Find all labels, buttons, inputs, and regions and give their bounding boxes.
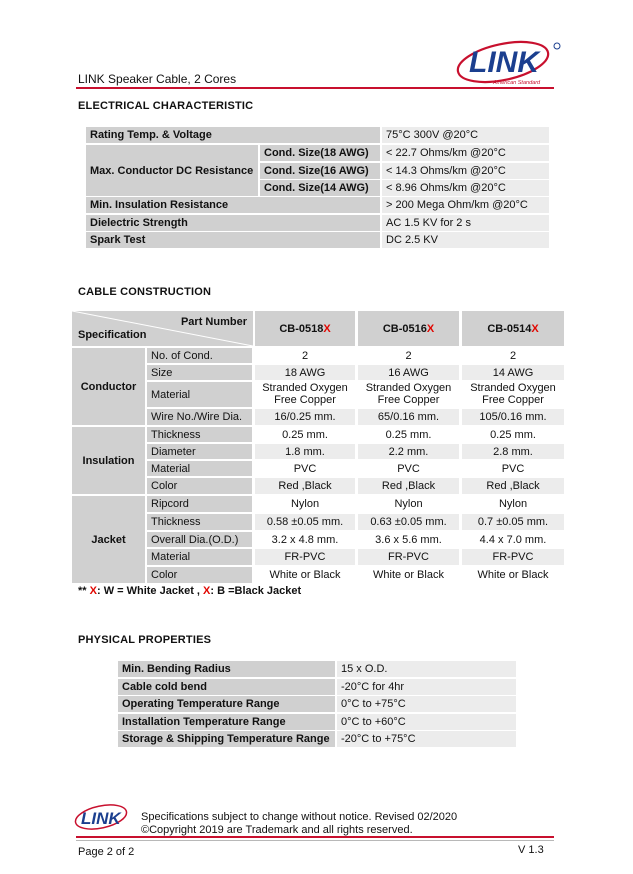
row-label-material: Material [147,461,252,476]
table-cell: Nylon [394,498,423,510]
bending-radius-value: 15 x O.D. [337,661,516,677]
table-cell: 0.7 ±0.05 mm. [462,514,564,530]
insulation-group-label: Insulation [72,427,145,494]
table-cell: Stranded Oxygen Free Copper [262,382,348,406]
electrical-heading: ELECTRICAL CHARACTERISTIC [78,100,254,112]
footer-divider-gray [76,840,554,841]
table-cell: Stranded Oxygen Free Copper [365,382,452,406]
jacket-group-label: Jacket [72,496,145,583]
spec-header-cell [72,311,253,346]
bending-radius-label: Min. Bending Radius [118,661,335,677]
cold-bend-value: -20°C for 4hr [337,679,516,695]
dielectric-label: Dielectric Strength [86,215,380,231]
spark-test-label: Spark Test [86,232,380,248]
table-cell: 4.4 x 7.0 mm. [479,533,547,546]
jacket-color-note: ** X: W = White Jacket , X: B =Black Jacket [78,585,302,597]
table-cell: 0.58 ±0.05 mm. [255,514,355,530]
resistance-label: Max. Conductor DC Resistance [86,145,258,196]
table-cell: Nylon [290,498,320,510]
row-label-overall-dia: Overall Dia.(O.D.) [147,532,252,547]
table-cell: PVC [501,462,525,475]
installation-temp-label: Installation Temperature Range [118,714,335,730]
table-cell: Red ,Black [255,478,355,494]
table-cell: 2.2 mm. [358,444,459,459]
page-number: Page 2 of 2 [78,846,135,858]
operating-temp-value: 0°C to +75°C [337,696,516,712]
table-cell: 14 AWG [462,365,564,380]
physical-heading: PHYSICAL PROPERTIES [78,634,212,646]
table-cell: 3.6 x 5.6 mm. [375,533,442,546]
table-cell: White or Black [373,569,444,581]
cold-bend-label: Cable cold bend [118,679,335,695]
part-number-label: Part Number [180,316,247,328]
table-cell: FR-PVC [255,549,355,565]
table-cell: FR-PVC [462,549,564,565]
dielectric-value: AC 1.5 KV for 2 s [382,215,549,231]
cond-size-18-label: Cond. Size(18 AWG) [260,145,380,161]
table-cell: 16/0.25 mm. [255,409,355,425]
column-cb0518: CB-0518 X [255,311,355,346]
header-divider [76,87,554,89]
footer-link-logo [73,800,135,836]
table-cell: 0.25 mm. [490,428,536,441]
row-label-thickness: Thickness [147,514,252,530]
cond-size-16-label: Cond. Size(16 AWG) [260,163,380,179]
cond-size-16-value: < 14.3 Ohms/km @20°C [382,163,549,179]
table-cell: 65/0.16 mm. [358,409,459,425]
table-cell: 2 [509,349,517,362]
footer-logo-text: LINK [81,809,121,828]
table-cell: 0.63 ±0.05 mm. [358,514,459,530]
table-cell: PVC [397,462,420,475]
table-cell: Nylon [498,498,528,510]
storage-temp-value: -20°C to +75°C [337,731,516,747]
logo-tagline: American Standard [493,80,541,86]
table-cell: 0.25 mm. [385,428,432,441]
table-cell: Red ,Black [358,478,459,494]
row-label-color: Color [147,478,252,494]
table-cell: PVC [293,462,317,475]
table-cell: 2 [405,349,412,362]
table-cell: 16 AWG [358,365,459,380]
rating-label: Rating Temp. & Voltage [86,127,380,143]
construction-heading: CABLE CONSTRUCTION [78,286,212,298]
storage-temp-label: Storage & Shipping Temperature Range [118,731,335,747]
cond-size-14-value: < 8.96 Ohms/km @20°C [382,180,549,196]
insulation-resistance-value: > 200 Mega Ohm/km @20°C [382,197,549,213]
footer-line-1: Specifications subject to change without notice. Revised 02/2020 [141,811,458,823]
row-label-wire-no: Wire No./Wire Dia. [147,409,252,425]
table-cell: Stranded Oxygen Free Copper [470,382,556,406]
operating-temp-label: Operating Temperature Range [118,696,335,712]
rating-value: 75°C 300V @20°C [382,127,549,143]
specification-label: Specification [78,329,147,341]
spark-test-value: DC 2.5 KV [382,232,549,248]
footer-divider-red [76,836,554,838]
version-label: V 1.3 [518,844,544,856]
document-title: LINK Speaker Cable, 2 Cores [78,72,237,86]
table-cell: 1.8 mm. [255,444,355,459]
column-cb0514: CB-0514 X [462,311,564,346]
row-label-ripcord: Ripcord [147,496,252,512]
table-cell: White or Black [269,569,341,581]
footer-line-2: ©Copyright 2019 are Trademark and all rights reserved. [141,823,413,836]
logo-text: LINK [469,46,539,79]
row-label-material: Material [147,382,252,407]
table-cell: FR-PVC [358,549,459,565]
installation-temp-value: 0°C to +60°C [337,714,516,730]
row-label-color: Color [147,567,252,583]
table-cell: 2 [301,349,309,362]
cond-size-18-value: < 22.7 Ohms/km @20°C [382,145,549,161]
table-cell: White or Black [477,569,549,581]
row-label-size: Size [147,365,252,380]
link-logo [455,38,565,88]
conductor-group-label: Conductor [72,348,145,425]
table-cell: 0.25 mm. [282,428,328,441]
cond-size-14-label: Cond. Size(14 AWG) [260,180,380,196]
table-cell: Red ,Black [462,478,564,494]
row-label-material: Material [147,549,252,565]
table-cell: 105/0.16 mm. [462,409,564,425]
footer-disclaimer [141,811,457,836]
table-cell: 18 AWG [255,365,355,380]
table-cell: 3.2 x 4.8 mm. [271,533,339,546]
row-label-diameter: Diameter [147,444,252,459]
table-cell: 2.8 mm. [462,444,564,459]
column-cb0516: CB-0516 X [358,311,459,346]
row-label-thickness: Thickness [147,427,252,442]
row-label-no-of-cond: No. of Cond. [147,348,252,363]
insulation-resistance-label: Min. Insulation Resistance [86,197,380,213]
